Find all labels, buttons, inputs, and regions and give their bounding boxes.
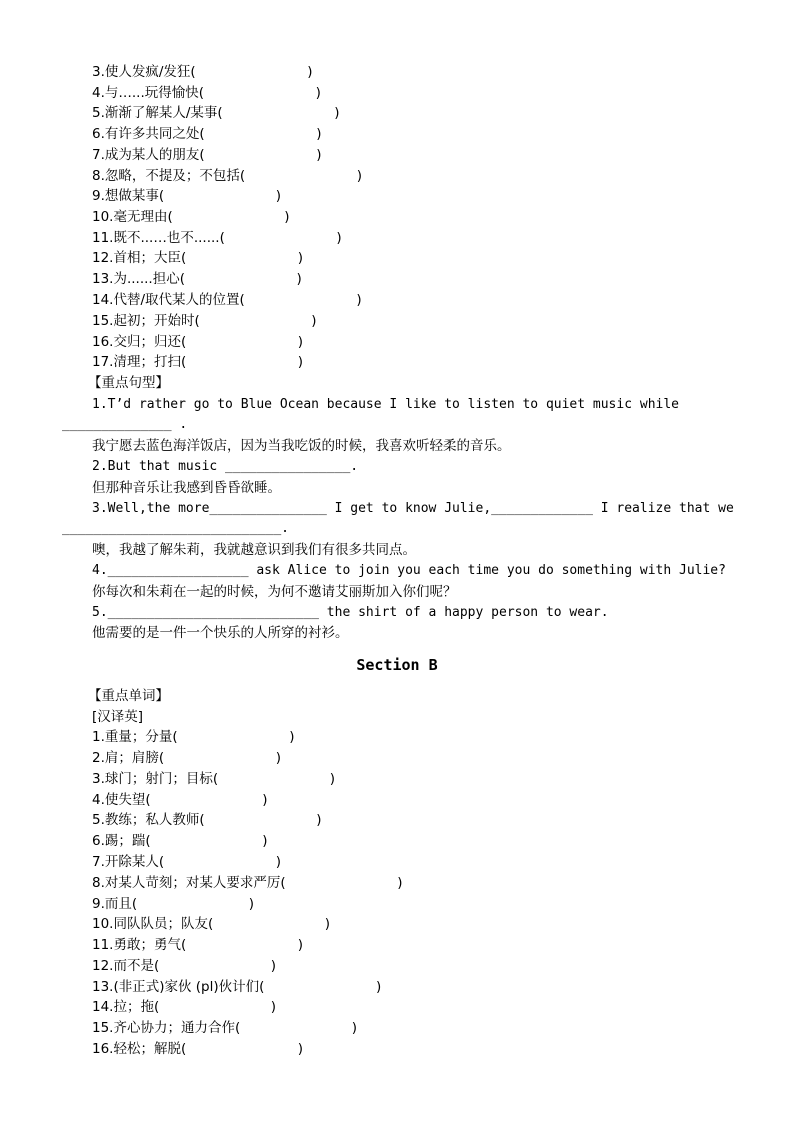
vocab-item: 11.既不...…也不......( ) (92, 230, 342, 246)
vocab-item: 16.交归；归还( ) (92, 334, 304, 350)
vocab-item: 3.使人发疯/发狂( ) (92, 64, 313, 80)
sentence-2-english: 2.But that music ________________. (92, 459, 359, 474)
sentence-3-english-continued: ____________________________. (62, 521, 289, 536)
sentence-2-chinese: 但那种音乐让我感到昏昏欲睡。 (92, 480, 281, 496)
sentence-1-english-continued: ______________ . (62, 417, 188, 432)
vocab-item: 9.而且( ) (92, 896, 254, 912)
vocab-item: 16.轻松；解脱( ) (92, 1041, 304, 1057)
vocab-item: 8.忽略，不提及；不包括( ) (92, 168, 362, 184)
sentence-4-chinese: 你每次和朱莉在一起的时候，为何不邀请艾丽斯加入你们呢？ (92, 584, 457, 600)
sentence-1-english: 1.T’d rather go to Blue Ocean because I like to listen to quiet music while (92, 397, 679, 412)
vocab-item: 14.拉；拖( ) (92, 999, 277, 1015)
vocab-item: 12.而不是( ) (92, 958, 277, 974)
sentence-4-english: 4.__________________ ask Alice to join you each time you do something with Julie? (92, 563, 726, 578)
vocab-item: 10.毫无理由( ) (92, 209, 290, 225)
vocab-item: 6.踢；踹( ) (92, 833, 268, 849)
vocab-item: 5.渐渐了解某人/某事( ) (92, 105, 340, 121)
sentence-3-chinese: 噢，我越了解朱莉，我就越意识到我们有很多共同点。 (92, 542, 416, 558)
vocab-item: 4.与…...玩得愉快( ) (92, 85, 321, 101)
vocab-item: 11.勇敢；勇气( ) (92, 937, 304, 953)
sentence-3-english: 3.Well,the more_______________ I get to know Julie,_____________ I realize that we (92, 501, 734, 516)
vocab-item: 3.球门；射门；目标( ) (92, 771, 335, 787)
vocab-item: 13.(非正式)家伙 (pl)伙计们( ) (92, 979, 382, 995)
section-heading-vocab: 【重点单词】 (88, 688, 169, 704)
vocab-item: 12.首相；大臣( ) (92, 250, 304, 266)
vocab-item: 6.有许多共同之处( ) (92, 126, 322, 142)
vocab-item: 7.成为某人的朋友( ) (92, 147, 322, 163)
vocab-item: 15.齐心协力；通力合作( ) (92, 1020, 358, 1036)
section-b-title: Section B (356, 656, 438, 674)
vocab-item: 15.起初；开始时( ) (92, 313, 317, 329)
vocab-item: 2.肩；肩膀( ) (92, 750, 281, 766)
sentence-5-english: 5.___________________________ the shirt of a happy person to wear. (92, 605, 609, 620)
vocab-item: 7.开除某人( ) (92, 854, 281, 870)
section-heading-sentences: 【重点句型】 (88, 375, 169, 391)
vocab-item: 5.教练；私人教师( ) (92, 812, 322, 828)
sentence-5-chinese: 他需要的是一件一个快乐的人所穿的衬衫。 (92, 625, 349, 641)
vocab-item: 8.对某人苛刻；对某人要求严厉( ) (92, 875, 403, 891)
vocab-item: 13.为......担心( ) (92, 271, 302, 287)
vocab-item: 17.清理；打扫( ) (92, 354, 304, 370)
vocab-item: 4.使失望( ) (92, 792, 268, 808)
vocab-item: 1.重量；分量( ) (92, 729, 295, 745)
vocab-item: 9.想做某事( ) (92, 188, 281, 204)
sentence-1-chinese: 我宁愿去蓝色海洋饭店，因为当我吃饭的时候，我喜欢听轻柔的音乐。 (92, 438, 511, 454)
subheading-chinese-to-english: [汉译英] (92, 709, 144, 725)
vocab-item: 14.代替/取代某人的位置( ) (92, 292, 362, 308)
vocab-item: 10.同队队员；队友( ) (92, 916, 331, 932)
